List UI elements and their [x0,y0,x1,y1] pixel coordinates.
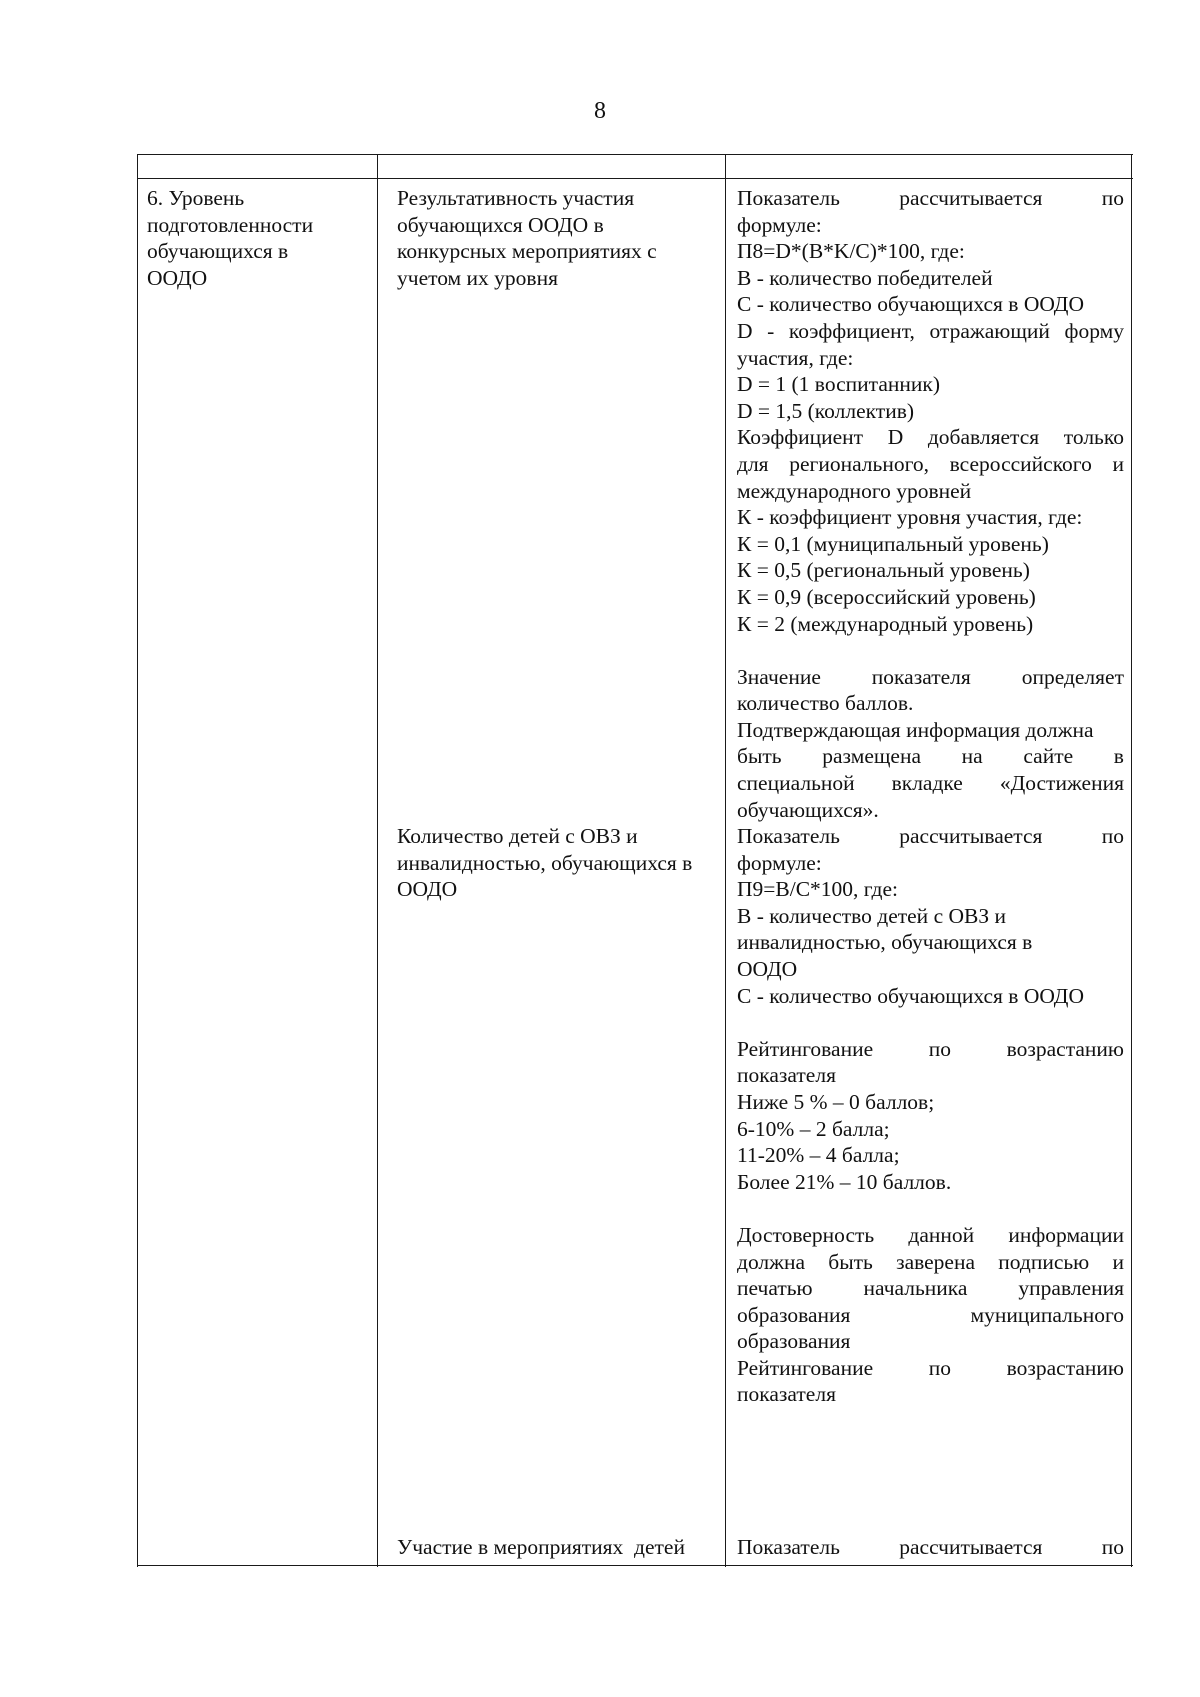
word: - [767,318,775,343]
word: заверена [896,1249,976,1274]
calc-line: ООДО [737,956,798,981]
indicator-name-line: Количество детей с ОВЗ и [397,824,638,848]
indicator-calc-events [737,1534,1124,1561]
word: и [1112,451,1124,476]
word: Показатель [737,824,840,848]
word: по [1101,824,1124,848]
word: отражающий [929,318,1050,343]
table-left-border [137,154,138,1567]
k-line: К = 0,9 (всероссийский уровень) [737,584,1036,609]
rating-line: Ниже 5 % – 0 баллов; [737,1089,935,1114]
word: по [928,1355,952,1380]
criteria-table [137,154,1133,1567]
criterion-line: ООДО [147,265,208,290]
word: определяет [1021,664,1124,689]
d-note-line [737,451,1124,478]
word: в [1113,744,1124,769]
paragraph-gap [737,1195,1124,1222]
indicator-calc-ovz [737,823,1124,1408]
word: быть [737,744,782,769]
reliability-line [737,1275,1124,1302]
word: показателя [871,664,971,689]
word: D [737,318,753,343]
word: Показатель [737,186,840,210]
formula-line: П9=В/С*100, где: [737,877,899,902]
word: добавляется [927,425,1040,450]
k-line: К = 0,5 (региональный уровень) [737,558,1030,583]
word: управления [1018,1276,1124,1301]
table-bottom-border [137,1565,1133,1566]
calc-intro-line [737,185,1124,212]
formula-line: П8=D*(B*K/C)*100, где: [737,239,965,264]
word: Рейтингование [737,1355,874,1380]
word: печатью [737,1276,813,1301]
page-number: 8 [594,98,606,124]
word: по [1101,1535,1124,1559]
word: размещена [822,744,922,769]
word: должна [737,1249,806,1274]
rating-line: показателя [737,1063,836,1088]
confirm-line: Подтверждающая информация должна [737,717,1094,742]
indicator-name-results [397,185,722,291]
calc-line: инвалидностью, обучающихся в [737,930,1033,955]
criterion-line: 6. Уровень [147,186,245,210]
word: быть [828,1249,873,1274]
table-top-border [137,154,1133,155]
word: специальной [737,771,855,796]
reliability-line: образования [737,1329,851,1354]
word: сайте [1023,744,1074,769]
k-line: К - коэффициент уровня участия, где: [737,505,1083,530]
word: вкладке [891,771,963,796]
indicator-calc-results [737,185,1124,823]
indicator-name-events [397,1534,722,1561]
calc-intro-line [737,823,1124,850]
word: по [928,1036,952,1061]
calc-line: D = 1,5 (коллектив) [737,398,915,423]
word: коэффициент, [788,318,915,343]
word: только [1063,425,1124,450]
confirm-line [737,770,1124,797]
indicator-name-ovz [397,823,722,903]
word: для [737,451,769,476]
word: по [1101,186,1124,210]
indicator-name-line: инвалидностью, обучающихся в [397,850,693,875]
word: Рейтингование [737,1036,874,1061]
calc-line: В - количество победителей [737,265,993,290]
indicator-name-line: Результативность участия [397,186,635,210]
word: и [1112,1249,1124,1274]
indicator-name-line: обучающихся ООДО в [397,212,604,237]
criterion-line: подготовленности [147,212,314,237]
indicator-name-line: Участие в мероприятиях детей [397,1535,685,1559]
word: начальника [863,1276,968,1301]
calc-line: участия, где: [737,345,854,370]
confirm-line [737,743,1124,770]
d-coefficient-line [737,318,1124,345]
word: регионального, [789,451,930,476]
header-row-border [137,178,1133,179]
word: на [961,744,983,769]
rating-line: 6-10% – 2 балла; [737,1116,890,1141]
rating-line: Более 21% – 10 баллов. [737,1169,952,1194]
word: возрастанию [1006,1355,1124,1380]
word: муниципального [970,1302,1124,1327]
table-right-border [1131,154,1132,1567]
calc-line: С - количество обучающихся в ООДО [737,292,1085,317]
word: Достоверность [737,1222,875,1247]
d-note-line: международного уровней [737,478,972,503]
d-note-line [737,424,1124,451]
reliability-line [737,1302,1124,1329]
word: рассчитывается [899,824,1043,848]
word: «Достижения [999,771,1124,796]
column-divider-1 [377,154,378,1567]
calc-intro-line [737,1534,1124,1561]
word: форму [1064,318,1124,343]
criterion-line: обучающихся в [147,239,289,264]
reliability-line [737,1249,1124,1276]
paragraph-gap [737,1009,1124,1036]
word: данной [908,1222,975,1247]
rating-line: 11-20% – 4 балла; [737,1143,900,1168]
word: Коэффициент [737,425,864,450]
calc-line: С - количество обучающихся в ООДО [737,983,1085,1008]
k-line: К = 0,1 (муниципальный уровень) [737,531,1049,556]
value-line: количество баллов. [737,691,914,716]
calc-line: формуле: [737,850,822,875]
word: возрастанию [1006,1036,1124,1061]
reliability-line [737,1222,1124,1249]
rating-line [737,1355,1124,1382]
rating-line: показателя [737,1382,836,1407]
confirm-line: обучающихся». [737,797,879,822]
word: Показатель [737,1535,840,1559]
word: рассчитывается [899,186,1043,210]
calc-line: D = 1 (1 воспитанник) [737,372,940,397]
word: Значение [737,664,821,689]
word: образования [737,1302,851,1327]
indicator-name-line: учетом их уровня [397,265,558,290]
paragraph-gap [737,637,1124,664]
column-divider-2 [725,154,726,1567]
criterion-cell [147,185,367,291]
word: информации [1008,1222,1124,1247]
word: D [887,425,904,450]
calc-line: В - количество детей с ОВЗ и [737,903,1007,928]
word: рассчитывается [899,1535,1043,1559]
word: подписью [998,1249,1090,1274]
indicator-name-line: ООДО [397,877,458,902]
word: всероссийского [949,451,1092,476]
calc-line: формуле: [737,212,822,237]
indicator-name-line: конкурсных мероприятиях с [397,239,657,264]
rating-line [737,1036,1124,1063]
k-line: К = 2 (международный уровень) [737,611,1034,636]
value-line [737,664,1124,691]
